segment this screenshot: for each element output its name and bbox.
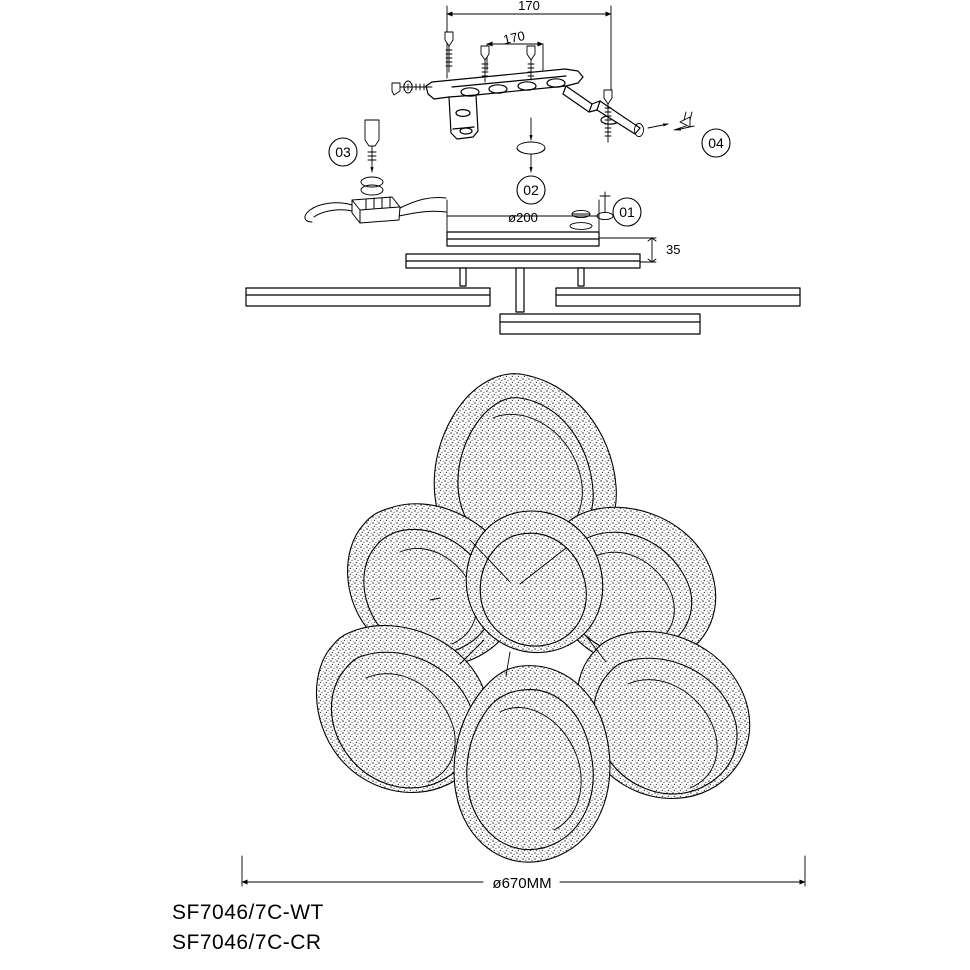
callout-bubble-04 bbox=[702, 129, 730, 157]
petal-center bbox=[466, 511, 602, 653]
callout-03-screw bbox=[361, 120, 383, 195]
callout-label-03: 03 bbox=[335, 144, 351, 160]
fixture-side-view bbox=[246, 254, 800, 334]
dimension-label-bracket-span-top: 170 bbox=[518, 0, 540, 13]
callout-label-02: 02 bbox=[523, 182, 539, 198]
callout-bubble-03 bbox=[329, 138, 357, 166]
callout-02-spring bbox=[517, 118, 545, 172]
canopy-plate bbox=[447, 232, 599, 246]
model-code-line-2: SF7046/7C-CR bbox=[172, 931, 322, 954]
dimension-label-plate-diameter: ø200 bbox=[508, 210, 538, 225]
dimension-label-bracket-span-inner: 170 bbox=[501, 28, 527, 48]
callout-bubble-02 bbox=[517, 176, 545, 204]
dimension-label-fixture-diameter: ø670MM bbox=[492, 875, 552, 892]
model-code-block bbox=[172, 898, 592, 958]
fixture-plan-view bbox=[316, 374, 749, 862]
dimension-label-plate-thickness: 35 bbox=[666, 242, 681, 257]
callout-04-fastener bbox=[635, 112, 695, 137]
terminal-block bbox=[305, 197, 446, 223]
callout-01-parts bbox=[570, 192, 613, 229]
callout-label-01: 01 bbox=[619, 204, 635, 220]
callout-label-04: 04 bbox=[708, 135, 724, 151]
callout-bubble-01 bbox=[613, 198, 641, 226]
model-code-line-1: SF7046/7C-WT bbox=[172, 901, 324, 924]
